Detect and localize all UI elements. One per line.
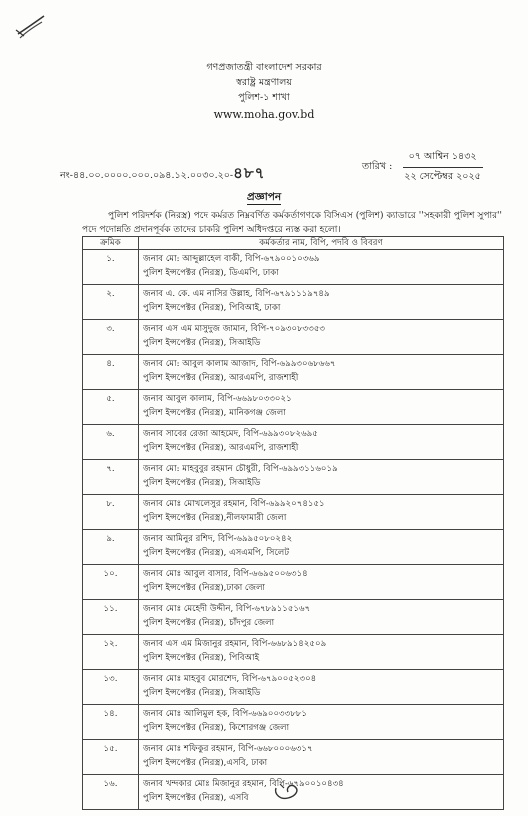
officer-details-cell: [139, 285, 504, 320]
date-label: তারিখ :: [362, 161, 393, 172]
officer-name-bp: জনাব খন্দকার মোঃ মিজানুর রহমান, বিপি-৬৭৯০০১০৪৩৪: [143, 779, 344, 789]
serial-cell: ৭.: [83, 460, 139, 495]
officer-name-bp: জনাব সাবের রেজা আহমেদ, বিপি-৬৯৯৩০৮২৬৯৫: [143, 429, 318, 439]
officer-designation: পুলিশ ইন্সপেক্টর (নিরস্ত্র), আরএমপি, রাজশাহী: [143, 373, 299, 383]
intro-paragraph: পুলিশ পরিদর্শক (নিরস্ত্র) পদে কর্মরত নিম্নবর্ণিত কর্মকর্তাগণকে বিসিএস (পুলিশ) ক্যাডারে ''সহকারী পুলিশ সুপার'' পদে পদোন্নতি প্রদানপূর্বক তাদের চাকরি পুলিশ অধিদপ্তরে ন্যস্ত করা হলো।: [82, 211, 502, 235]
officer-details-cell: [139, 425, 504, 460]
table-row: [83, 250, 504, 285]
officer-designation: পুলিশ ইন্সপেক্টর (নিরস্ত্র), সিআইডি: [143, 338, 261, 348]
table-row: [83, 670, 504, 705]
officers-table-body: [83, 250, 504, 810]
branch-name: পুলিশ-১ শাখা: [238, 92, 290, 103]
table-row: [83, 285, 504, 320]
officer-name-bp: জনাব মোঃ আবুল বাসার, বিপি-৬৬৯৫০০৬৩১৪: [143, 569, 308, 579]
letterhead: [0, 60, 528, 122]
table-row: [83, 355, 504, 390]
officer-details-cell: [139, 460, 504, 495]
officer-name-bp: জনাব মোঃ মেহেদী উদ্দীন, বিপি-৬৭৮৯১১৫১৬৭: [143, 604, 311, 614]
website-link[interactable]: www.moha.gov.bd: [213, 108, 315, 121]
date-block: [362, 150, 487, 185]
officer-designation: পুলিশ ইন্সপেক্টর (নিরস্ত্র), পিবিআই: [143, 653, 260, 663]
serial-cell: ১৪.: [83, 705, 139, 740]
officer-details-cell: [139, 390, 504, 425]
serial-cell: ৪.: [83, 355, 139, 390]
serial-cell: ১০.: [83, 565, 139, 600]
serial-cell: ১৬.: [83, 775, 139, 810]
table-row: [83, 600, 504, 635]
table-row: [83, 425, 504, 460]
signature-mark: [270, 780, 304, 804]
serial-cell: ১.: [83, 250, 139, 285]
serial-header: ক্রমিক: [83, 237, 139, 250]
officer-details-cell: [139, 635, 504, 670]
details-header: কর্মকর্তার নাম, বিপি, পদবি ও বিবরণ: [139, 237, 504, 250]
officer-details-cell: [139, 530, 504, 565]
table-row: [83, 320, 504, 355]
serial-cell: ১৩.: [83, 670, 139, 705]
officer-designation: পুলিশ ইন্সপেক্টর (নিরস্ত্র), সিআইডি: [143, 478, 261, 488]
officer-designation: পুলিশ ইন্সপেক্টর (নিরস্ত্র), চাঁদপুর জেলা: [143, 618, 275, 628]
table-row: [83, 460, 504, 495]
bangla-date: ০৭ আশ্বিন ১৪৩২: [403, 150, 483, 168]
english-date: ২২ সেপ্টেম্বর ২০২৫: [404, 171, 481, 182]
serial-cell: ১১.: [83, 600, 139, 635]
ministry-name: স্বরাষ্ট্র মন্ত্রণালয়: [236, 77, 292, 88]
serial-cell: ৬.: [83, 425, 139, 460]
table-row: [83, 705, 504, 740]
corner-pen-mark: [14, 12, 48, 42]
memo-number-handwritten: ৪৮৭: [233, 164, 266, 182]
officer-designation: পুলিশ ইন্সপেক্টর (নিরস্ত্র), এসবি: [143, 793, 249, 803]
memo-number-printed: নং-৪৪.০০.০০০০.০০০.০৯৪.১২.০০৩০.২০-: [60, 170, 234, 181]
serial-cell: ২.: [83, 285, 139, 320]
officer-details-cell: [139, 565, 504, 600]
government-name: গণপ্রজাতন্ত্রী বাংলাদেশ সরকার: [206, 62, 322, 73]
table-header-row: [83, 237, 504, 250]
serial-cell: ৫.: [83, 390, 139, 425]
officer-name-bp: জনাব মো: মাহবুবুর রহমান চৌধুরী, বিপি-৬৯৯৩১১৬০১৯: [143, 464, 338, 474]
officer-name-bp: জনাব মোঃ শফিকুর রহমান, বিপি-৬৬৮০০০৬৩১৭: [143, 744, 313, 754]
officer-name-bp: জনাব এস এম মাসুদুজ জামান, বিপি-৭০৯৩০৮৩৩৫৩: [143, 324, 326, 334]
officer-details-cell: [139, 495, 504, 530]
serial-cell: ১২.: [83, 635, 139, 670]
officer-name-bp: জনাব মোঃ আলিমুল হক, বিপি-৬৬৯০০৩৩৮৮১: [143, 709, 307, 719]
officer-details-cell: [139, 705, 504, 740]
serial-cell: ৩.: [83, 320, 139, 355]
officer-name-bp: জনাব মো: আবুল কালাম আজাদ, বিপি-৬৯৯৩০৬৮৬৬৭: [143, 359, 336, 369]
officer-details-cell: [139, 670, 504, 705]
serial-cell: ১৫.: [83, 740, 139, 775]
table-row: [83, 635, 504, 670]
officer-designation: পুলিশ ইন্সপেক্টর (নিরস্ত্র),ঢাকা জেলা: [143, 583, 265, 593]
serial-cell: ৮.: [83, 495, 139, 530]
notice-title: প্রজ্ঞাপন: [246, 191, 282, 203]
officer-designation: পুলিশ ইন্সপেক্টর (নিরস্ত্র), মানিকগঞ্জ জেলা: [143, 408, 286, 418]
officer-details-cell: [139, 320, 504, 355]
officer-designation: পুলিশ ইন্সপেক্টর (নিরস্ত্র),নীলফামারী জেলা: [143, 513, 287, 523]
officer-designation: পুলিশ ইন্সপেক্টর (নিরস্ত্র), ডিএমপি, ঢাকা: [143, 268, 279, 278]
memo-number: [60, 162, 265, 187]
officer-details-cell: [139, 775, 504, 810]
officer-designation: পুলিশ ইন্সপেক্টর (নিরস্ত্র), এসএমপি, সিলেট: [143, 548, 290, 558]
officer-details-cell: [139, 250, 504, 285]
table-row: [83, 530, 504, 565]
table-row: [83, 740, 504, 775]
officer-name-bp: জনাব এ. কে. এম নাসির উল্লাহ, বিপি-৬৭৯১১১৯৭৪৯: [143, 289, 330, 299]
officer-designation: পুলিশ ইন্সপেক্টর (নিরস্ত্র),এসবি, ঢাকা: [143, 758, 268, 768]
officer-name-bp: জনাব মোঃ মাহবুব মোরশেদ, বিপি-৬৭৯০০৫২৩০৪: [143, 674, 317, 684]
serial-cell: ৯.: [83, 530, 139, 565]
officer-name-bp: জনাব আবুল কালাম, বিপি-৬৬৯৮০৩৩০২১: [143, 394, 292, 404]
officer-designation: পুলিশ ইন্সপেক্টর (নিরস্ত্র), আরএমপি, রাজশাহী: [143, 443, 299, 453]
officer-name-bp: জনাব এস এম মিজানুর রহমান, বিপি-৬৬৮৯১৪২৫০৯: [143, 639, 327, 649]
table-row: [83, 390, 504, 425]
officer-details-cell: [139, 740, 504, 775]
officer-details-cell: [139, 355, 504, 390]
officer-designation: পুলিশ ইন্সপেক্টর (নিরস্ত্র), সিআইডি: [143, 688, 261, 698]
table-row: [83, 565, 504, 600]
officer-name-bp: জনাব মোঃ মোখলেসুর রহমান, বিপি-৬৯৯২০৭৪১৫১: [143, 499, 325, 509]
officer-designation: পুলিশ ইন্সপেক্টর (নিরস্ত্র), কিশোরগঞ্জ জেলা: [143, 723, 290, 733]
officer-designation: পুলিশ ইন্সপেক্টর (নিরস্ত্র), পিবিআই, ঢাকা: [143, 303, 281, 313]
officers-table: [82, 236, 504, 810]
officer-name-bp: জনাব আমিনুর রশিদ, বিপি-৬৯৯৫০৮০২৪২: [143, 534, 293, 544]
date-values: [398, 150, 487, 185]
table-row: [83, 495, 504, 530]
officer-name-bp: জনাব মো: আব্দুল্লাহেল বাকী, বিপি-৬৭৯০০১০৩৬৯: [143, 254, 320, 264]
officer-details-cell: [139, 600, 504, 635]
